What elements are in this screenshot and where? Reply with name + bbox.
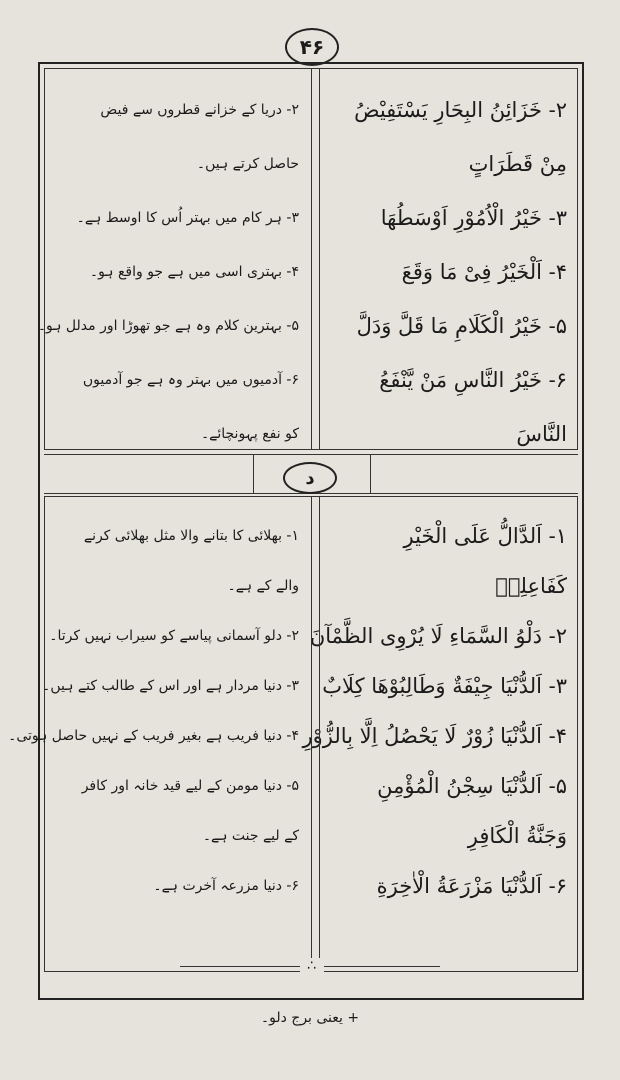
- arabic-line: ۶- اَلدُّنْیَا مَزْرَعَةُ الْاٰخِرَةِ: [376, 874, 567, 898]
- urdu-line: ۵- دنیا مومن کے لیے قید خانہ اور کافر: [81, 778, 299, 794]
- urdu-line: ۳- ہر کام میں بہتر اُس کا اوسط ہے۔: [76, 210, 299, 226]
- column-divider: [311, 69, 320, 449]
- arabic-line: کَفَاعِلِهٖ: [495, 574, 567, 598]
- urdu-line: ۶- دنیا مزرعہ آخرت ہے۔: [153, 878, 299, 894]
- arabic-line: ۵- خَیْرُ الْکَلَامِ مَا قَلَّ وَدَلَّ: [356, 314, 567, 338]
- section-2-urdu-column: [8, 497, 309, 971]
- arabic-line: وَجَنَّةُ الْکَافِرِ: [467, 824, 567, 848]
- section-1-urdu-column: [37, 69, 309, 449]
- ornament-dots: ∴: [300, 958, 324, 974]
- arabic-line: ۴- اَلْخَیْرُ فِیْ مَا وَقَعَ: [401, 260, 567, 284]
- urdu-line: حاصل کرتے ہیں۔: [196, 156, 299, 172]
- section-2-table: [8, 496, 578, 972]
- arabic-line: ۲- خَزَائِنُ البِحَارِ یَسْتَفِیْضُ: [354, 98, 567, 122]
- section-1-table: [37, 68, 578, 450]
- arabic-line: مِنْ قَطَرَاتٍ: [468, 152, 567, 176]
- arabic-line: ۳- اَلدُّنْیَا جِیْفَةٌ وَطَالِبُوْهَا کِلَابٌ: [322, 674, 567, 698]
- urdu-line: والے کے ہے۔: [227, 578, 299, 594]
- urdu-line: ۲- دلو آسمانی پیاسے کو سیراب نہیں کرتا۔: [49, 628, 299, 644]
- section-1-arabic-column: [319, 69, 577, 449]
- urdu-line: ۳- دنیا مردار ہے اور اس کے طالب کتے ہیں۔: [42, 678, 299, 694]
- urdu-line: کے لیے جنت ہے۔: [202, 828, 299, 844]
- section-mark: د: [283, 462, 337, 494]
- arabic-line: ۱- اَلدَّالُّ عَلَی الْخَیْرِ: [403, 524, 567, 548]
- section-2-arabic-column: [302, 497, 577, 971]
- arabic-line: ۴- اَلدُّنْیَا زُوْرٌ لَا یَحْصُلُ اِلَّا بِالزُّوْرِ: [302, 724, 567, 748]
- urdu-line: ۴- بہتری اسی میں ہے جو واقع ہو۔: [89, 264, 299, 280]
- arabic-line: ۳- خَیْرُ الْاُمُوْرِ اَوْسَطُهَا: [380, 206, 567, 230]
- footnote: + یعنی برج دلو۔: [260, 1010, 360, 1026]
- arabic-line: ۲- دَلْوُ السَّمَاءِ لَا یُرْوِی الظَّمْآنَ: [309, 624, 567, 648]
- arabic-line: النَّاسَ: [516, 422, 567, 446]
- urdu-line: کو نفع پہونچائے۔: [200, 426, 299, 442]
- urdu-line: ۲- دریا کے خزانے قطروں سے فیض: [100, 102, 299, 118]
- urdu-line: ۴- دنیا فریب ہے بغیر فریب کے نہیں حاصل ہوتی۔: [8, 728, 299, 744]
- urdu-line: ۶- آدمیوں میں بہتر وہ ہے جو آدمیوں: [82, 372, 299, 388]
- page-number: ۴۶: [285, 28, 339, 66]
- urdu-line: ۵- بہترین کلام وہ ہے جو تھوڑا اور مدلل ہو۔: [37, 318, 299, 334]
- urdu-line: ۱- بھلائی کا بتانے والا مثل بھلائی کرنے: [83, 528, 299, 544]
- arabic-line: ۶- خَیْرُ النَّاسِ مَنْ یَّنْفَعُ: [379, 368, 567, 392]
- arabic-line: ۵- اَلدُّنْیَا سِجْنُ الْمُؤْمِنِ: [377, 774, 567, 798]
- column-divider: [311, 497, 320, 971]
